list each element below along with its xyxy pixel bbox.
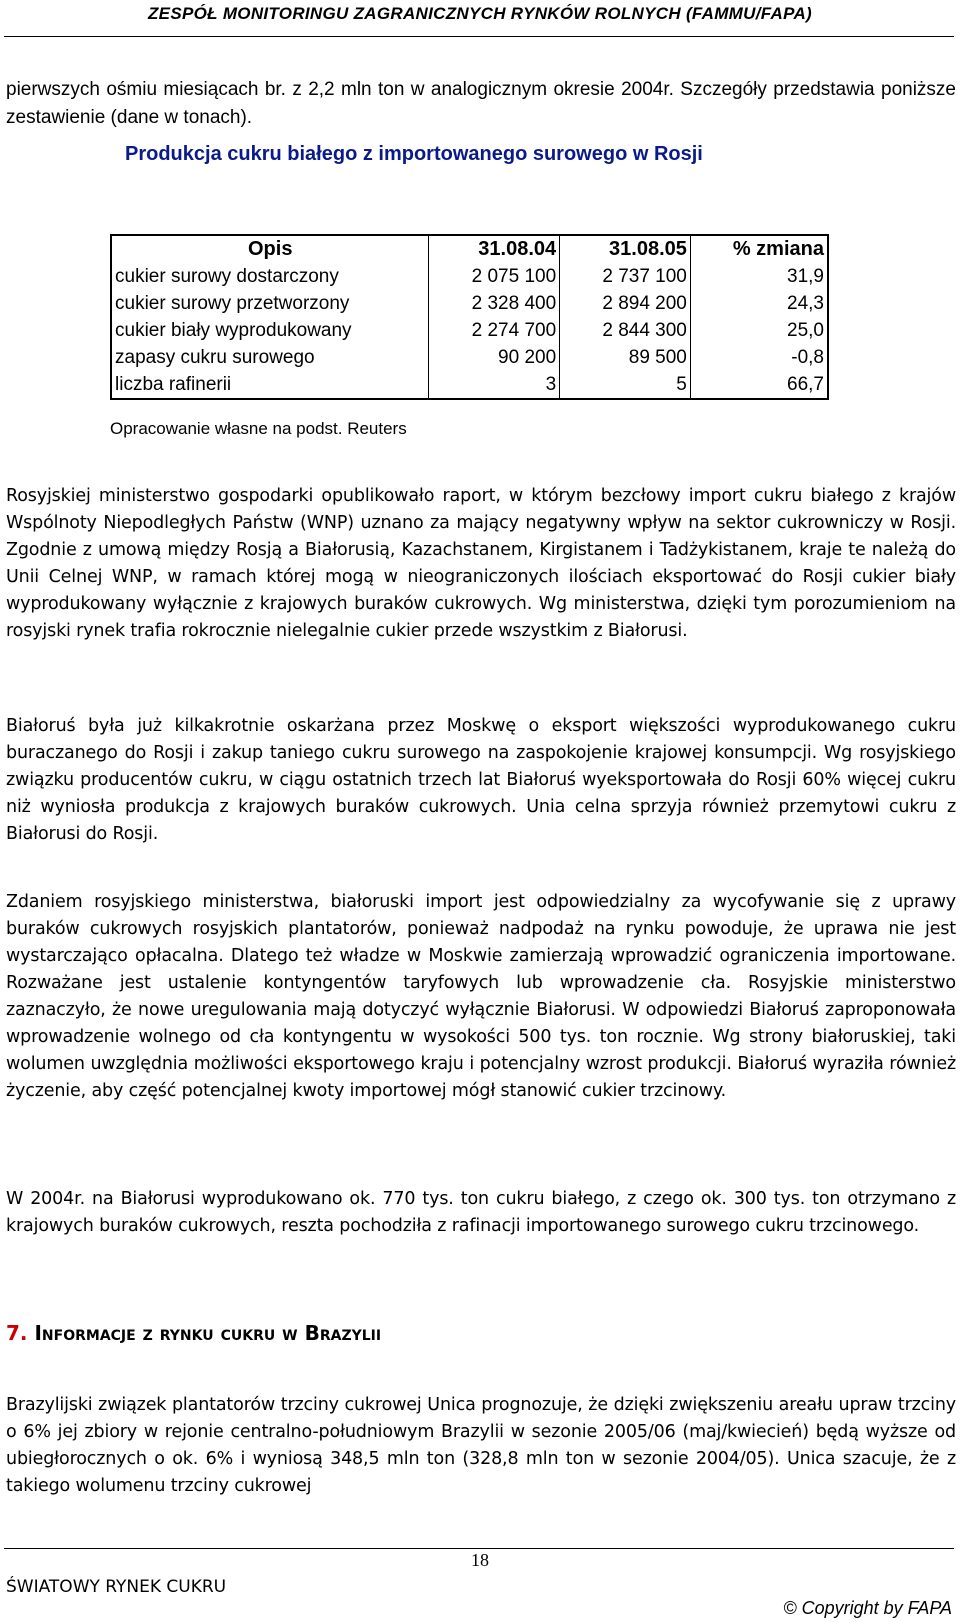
section-title: Informacje z rynku cukru w Brazylii xyxy=(34,1321,382,1345)
body-paragraph: Białoruś była już kilkakrotnie oskarżana przez Moskwę o eksport większości wyprodukowanego cukru buraczanego do Rosji i zakup taniego cukru surowego na zaspokojenie krajowej konsumpcji. Wg rosyjskiego związku producentów cukru, w ciągu ostatnich trzech lat Białoruś wyeksportowała do Rosji 60% więcej cukru niż wyniosła produkcja z krajowych buraków cukrowych. Unia celna sprzyja również przemytowi cukru z Białorusi do Rosji. xyxy=(6,716,956,844)
table-row xyxy=(111,344,828,371)
body-paragraph: W 2004r. na Białorusi wyprodukowano ok. 770 tys. ton cukru białego, z czego ok. 300 tys. ton otrzymano z krajowych buraków cukrowych, reszta pochodziła z rafinacji importowanego surowego cukru trzcinowego. xyxy=(6,1189,956,1236)
cell-value: 24,3 xyxy=(690,290,828,317)
cell-value: 25,0 xyxy=(690,317,828,344)
row-label: cukier biały wyprodukowany xyxy=(115,319,352,341)
column-header-opis: Opis xyxy=(247,238,293,260)
cell-value: 2 075 100 xyxy=(429,263,560,290)
page-number: 18 xyxy=(471,1550,489,1570)
cell-value: 2 894 200 xyxy=(560,290,691,317)
row-label: liczba rafinerii xyxy=(115,373,232,395)
table-row xyxy=(111,317,828,344)
cell-value: 66,7 xyxy=(690,371,828,399)
table-title: Produkcja cukru białego z importowanego surowego w Rosji xyxy=(125,143,703,165)
column-header-date-2004: 31.08.04 xyxy=(429,235,560,263)
column-header-date-2005: 31.08.05 xyxy=(560,235,691,263)
table-row xyxy=(111,263,828,290)
table-header-row xyxy=(111,235,828,263)
intro-paragraph: pierwszych ośmiu miesiącach br. z 2,2 mln ton w analogicznym okresie 2004r. Szczegóły przedstawia poniższe zestawienie (dane w tonach). xyxy=(6,79,956,128)
table-row xyxy=(111,371,828,399)
data-table xyxy=(110,234,829,400)
running-header: ZESPÓŁ MONITORINGU ZAGRANICZNYCH RYNKÓW ROLNYCH (FAMMU/FAPA) xyxy=(148,4,812,23)
footer-publication-title: ŚWIATOWY RYNEK CUKRU xyxy=(6,1577,227,1597)
footer-divider xyxy=(4,1548,954,1549)
cell-value: 5 xyxy=(560,371,691,399)
body-paragraph: Zdaniem rosyjskiego ministerstwa, białoruski import jest odpowiedzialny za wycofywanie się z uprawy buraków cukrowych rosyjskich plantatorów, ponieważ nadpodaż na rynku powoduje, że uprawa nie jest wystarczająco opłacalna. Dlatego też władze w Moskwie zamierzają wprowadzić ograniczenia importowane. Rozważane jest ustalenie kontyngentów taryfowych lub wprowadzenie cła. Rosyjskie ministerstwo zaznaczyło, że nowe uregulowania mają dotyczyć wyłącznie Białorusi. W odpowiedzi Białoruś zaproponowała wprowadzenie wolnego od cła kontyngentu w wysokości 500 tys. ton rocznie. Wg strony białoruskiej, taki wolumen uwzględnia możliwości eksportowego kraju i potencjalny wzrost produkcji. Białoruś wyraziła również życzenie, aby część potencjalnej kwoty importowej mógł stanowić cukier trzcinowy. xyxy=(6,892,956,1101)
cell-value: 31,9 xyxy=(690,263,828,290)
table-row xyxy=(111,290,828,317)
cell-value: 2 844 300 xyxy=(560,317,691,344)
section-heading xyxy=(6,1321,381,1345)
cell-value: 89 500 xyxy=(560,344,691,371)
cell-value: 3 xyxy=(429,371,560,399)
row-label: cukier surowy dostarczony xyxy=(115,265,339,287)
header-divider xyxy=(4,36,954,37)
row-label: cukier surowy przetworzony xyxy=(115,292,350,314)
cell-value: 2 274 700 xyxy=(429,317,560,344)
section-paragraph: Brazylijski związek plantatorów trzciny cukrowej Unica prognozuje, że dzięki zwiększeniu areału upraw trzciny o 6% jej zbiory w rejonie centralno-południowym Brazylii w sezonie 2005/06 (maj/kwiecień) będą wyższe od ubiegłorocznych o ok. 6% i wyniosą 348,5 mln ton (328,8 mln ton w sezonie 2004/05). Unica szacuje, że z takiego wolumenu trzciny cukrowej xyxy=(6,1395,956,1496)
cell-value: 90 200 xyxy=(429,344,560,371)
section-number: 7. xyxy=(6,1321,28,1345)
cell-value: 2 328 400 xyxy=(429,290,560,317)
row-label: zapasy cukru surowego xyxy=(115,346,315,368)
cell-value: -0,8 xyxy=(690,344,828,371)
cell-value: 2 737 100 xyxy=(560,263,691,290)
column-header-change: % zmiana xyxy=(690,235,828,263)
footer-copyright: © Copyright by FAPA xyxy=(783,1598,952,1618)
table-source-note: Opracowanie własne na podst. Reuters xyxy=(110,419,407,438)
body-paragraph: Rosyjskiej ministerstwo gospodarki opublikowało raport, w którym bezcłowy import cukru białego z krajów Wspólnoty Niepodległych Państw (WNP) uznano za mający negatywny wpływ na sektor cukrowniczy w Rosji. Zgodnie z umową między Rosją a Białorusią, Kazachstanem, Kirgistanem i Tadżykistanem, kraje te należą do Unii Celnej WNP, w ramach której mogą w nieograniczonych ilościach eksportować do Rosji cukier biały wyprodukowany wyłącznie z krajowych buraków cukrowych. Wg ministerstwa, dzięki tym porozumieniom na rosyjski rynek trafia rokrocznie nielegalnie cukier przede wszystkim z Białorusi. xyxy=(6,486,956,641)
